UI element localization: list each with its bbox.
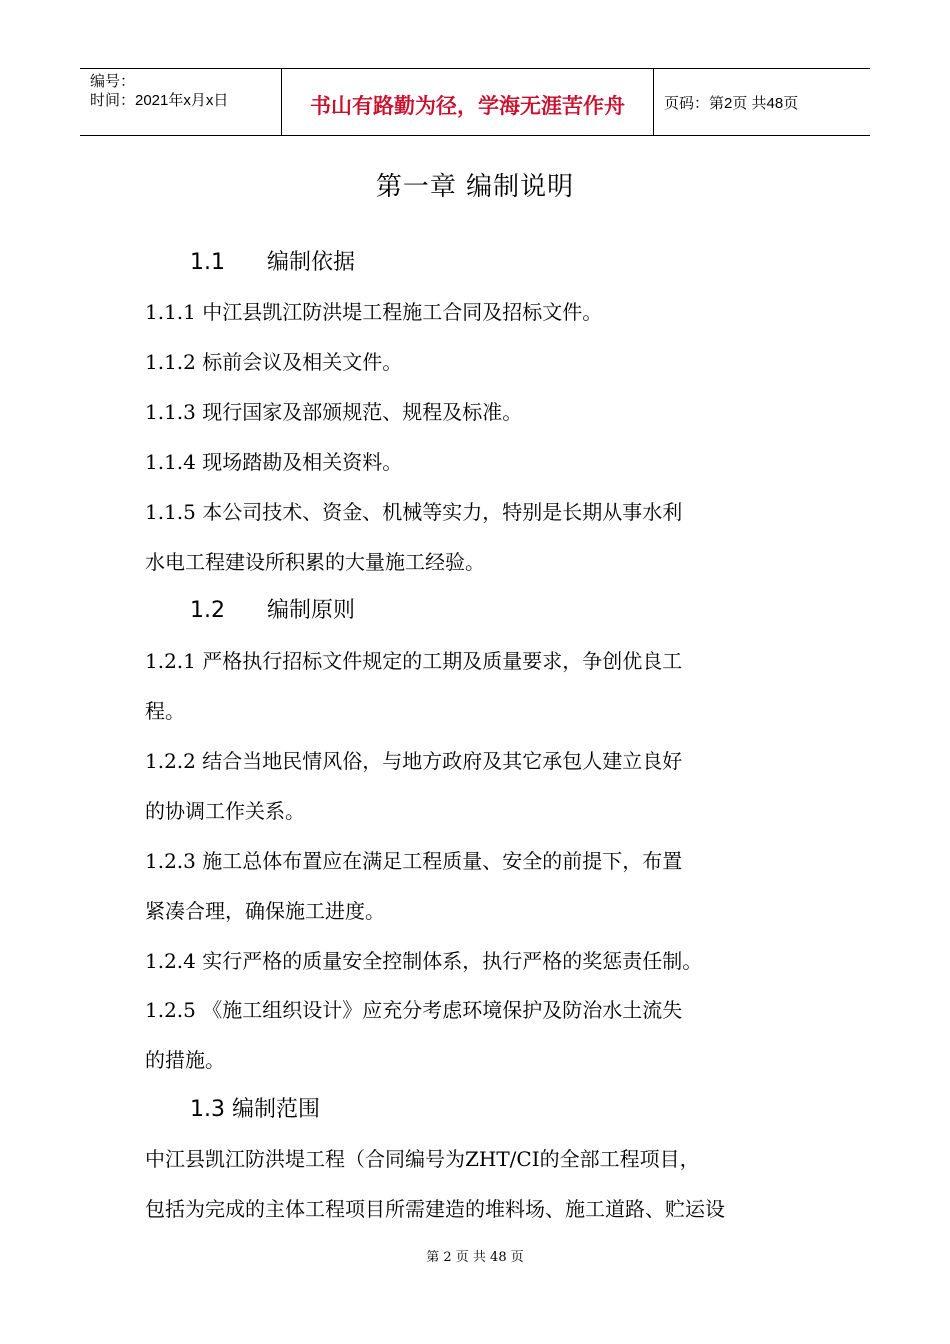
paragraph-line: 程。 [145, 699, 185, 723]
paragraph-line: 1.2.1 严格执行招标文件规定的工期及质量要求，争创优良工 [145, 649, 683, 673]
page-header [80, 68, 870, 136]
paragraph-line: 1.1.1 中江县凯江防洪堤工程施工合同及招标文件。 [145, 300, 603, 324]
paragraph-line: 1.2.4 实行严格的质量安全控制体系，执行严格的奖惩责任制。 [145, 949, 703, 973]
paragraph-line: 紧凑合理，确保施工进度。 [145, 899, 385, 923]
paragraph-line: 包括为完成的主体工程项目所需建造的堆料场、施工道路、贮运设 [145, 1197, 725, 1221]
paragraph-line: 1.1.4 现场踏勘及相关资料。 [145, 450, 403, 474]
paragraph-line: 1.2.2 结合当地民情风俗，与地方政府及其它承包人建立良好 [145, 749, 683, 773]
header-meta [80, 69, 282, 135]
paragraph-line: 1.1.3 现行国家及部颁规范、规程及标准。 [145, 400, 523, 424]
section-heading-1-1: 1.1 编制依据 [190, 250, 355, 275]
paragraph-line: 1.2.5 《施工组织设计》应充分考虑环境保护及防治水土流失 [145, 998, 683, 1022]
header-motto: 书山有路勤为径，学海无涯苦作舟 [282, 69, 654, 135]
paragraph-line: 中江县凯江防洪堤工程（合同编号为ZHT/CⅠ的全部工程项目， [145, 1147, 700, 1171]
paragraph-line: 水电工程建设所积累的大量施工经验。 [145, 550, 485, 574]
header-page-info: 页码：第2页 共48页 [664, 94, 799, 112]
paragraph-line: 的协调工作关系。 [145, 799, 305, 823]
section-heading-1-2: 1.2 编制原则 [190, 598, 355, 623]
paragraph-line: 的措施。 [145, 1048, 225, 1072]
paragraph-line: 1.1.2 标前会议及相关文件。 [145, 350, 403, 374]
paragraph-line: 1.2.3 施工总体布置应在满足工程质量、安全的前提下，布置 [145, 849, 683, 873]
document-number-label: 编号： [90, 73, 136, 90]
chapter-title: 第一章 编制说明 [375, 172, 575, 202]
section-heading-1-3: 1.3 编制范围 [190, 1097, 320, 1122]
page-footer: 第 2 页 共 48 页 [426, 1250, 524, 1265]
paragraph-line: 1.1.5 本公司技术、资金、机械等实力，特别是长期从事水利 [145, 500, 683, 524]
document-date: 时间：2021年x月x日 [90, 92, 229, 109]
